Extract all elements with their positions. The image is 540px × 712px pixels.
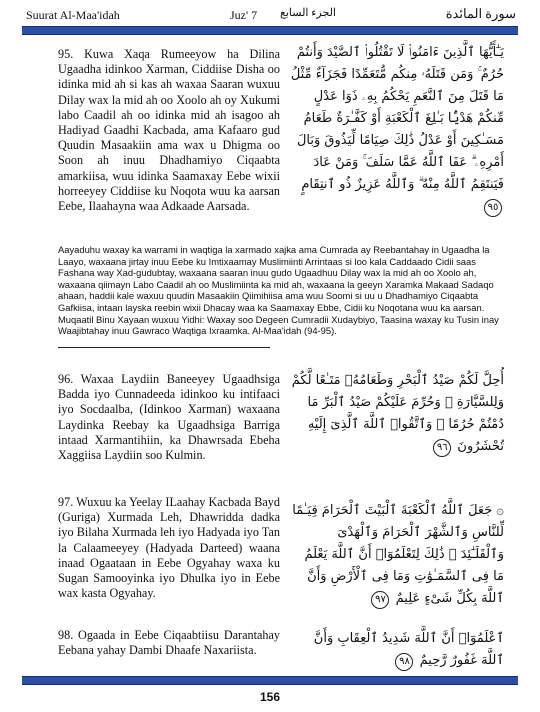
juz-label: Juz' 7: [230, 8, 258, 22]
page-number: 156: [259, 690, 281, 704]
verse-95-translation: 95. Kuwa Xaqa Rumeeyow ha Dilina Ugaadha idinkoo Xarman, Ciddiise Disha oo idinka mid ah si kas ah waxaa Saaran wuxuu Dilay wax la mid ah oo Xoolo ah oy Xukumi labo Caadil ah oo idinka mid ah isagoo ah Hadiyad Gaadhi Kacbada, ama Kafaaro gud Quudin Masaakiin ama wax u Dhigma oo Soon ah inuu Dhadhamiyo Ciqaabta amarkiisa, wuu idinka Saamaxay Eebe wixii horreeyey Ciddiise ku Noqota wuu ka aarsan Eebe, Ilaahayna waa Adkaade Aarsada.: [58, 47, 280, 214]
commentary-divider: [58, 347, 270, 348]
verse-98-arabic-text: ٱعْلَمُوٓا۟ أَنَّ ٱللَّهَ شَدِيدُ ٱلْعِقَابِ وَأَنَّ ٱللَّهَ غَفُورٌ رَّحِيمٌ: [313, 631, 504, 668]
page-header: [18, 6, 522, 26]
commentary: Aayaduhu waxay ka warrami in waqtiga la xarmado xajka ama Cumrada ay Reebantahay in Ugaadha la Laayo, waxaana jirtay inuu Eebe ku Imtixaamay Muslimiinti Arrintaas si loo kala Caddaado Cidii saas Fashana way Xad-gudubtay, waxaana saaran inuu gudo Ugaadhuu Dilay wax la mid ah oo Xoolo ah, waxaana qiimayn Labo Caadil ah oo Muslimiinta ka mid ah, waxaana la geeyn Xaramka Makaad Sadaqo ahaan, haddii kale waxuu quudin Masaakiin Qiimihiisa ama wuu Soomi si uu u Dhadhamiyo Ciqaabta Gafkiisa, intaan layska reebin wixii Dhacay waa ka Saamaxay Ebbe, Cidii ku Noqotana wuu ka aarsan. Muqaatil Binu Xayaan wuxuu Yidhi: Waxay soo Degeen Cumradii Xudaybiyo, Taasina waxay ku Tusin inay Waajibtahay inuu Gawraco Waqtiga Ixraamka. Al-Maa'idah (94-95).: [58, 244, 499, 337]
verse-96-arabic-text: أُحِلَّ لَكُمْ صَيْدُ ٱلْبَحْرِ وَطَعَامُهُۥ مَتَـٰعًا لَّكُمْ وَلِلسَّيَّارَةِ ۖ وَحُرِّمَ عَلَيْكُمْ صَيْدُ ٱلْبَرِّ مَا دُمْتُمْ حُرُمًا ۗ وَٱتَّقُوا۟ ٱللَّهَ ٱلَّذِىٓ إِلَيْهِ تُحْشَرُونَ: [291, 373, 504, 454]
verse-95-marker: ٩٥: [484, 199, 502, 217]
verse-98-marker: ٩٨: [395, 653, 413, 671]
verse-97-marker: ٩٧: [371, 591, 389, 609]
juz-label-arabic: الجزء السابع: [280, 7, 336, 19]
verse-98-arabic: [290, 628, 504, 672]
verse-96-arabic: [290, 370, 504, 458]
verse-97-arabic: [290, 500, 504, 610]
footer-rule: [22, 676, 518, 685]
surah-title: Suurat Al-Maa'idah: [26, 8, 120, 22]
surah-title-arabic: سورة المائدة: [445, 6, 516, 21]
verse-96-marker: ٩٦: [433, 439, 451, 457]
verse-96-translation: 96. Waxaa Laydiin Baneeyey Ugaadhsiga Badda iyo Cunnadeeda idinkoo ku intifaaci iyo Socdaalba, (Idinkoo Xarman) waxaana Laydinka Reebay ka Ugaadhsiga Barriga intaad Xarmantihiin, ka Dhawrsada Ebeha Xaggiisa Laydiin soo Kulmin.: [58, 372, 280, 463]
verse-95-arabic: [290, 42, 504, 218]
verse-97-arabic-text: ۞ جَعَلَ ٱللَّهُ ٱلْكَعْبَةَ ٱلْبَيْتَ ٱلْحَرَامَ قِيَـٰمًا لِّلنَّاسِ وَٱلشَّهْرَ ٱلْحَرَامَ وَٱلْهَدْىَ وَٱلْقَلَـٰٓئِدَ ۚ ذَٰلِكَ لِتَعْلَمُوٓا۟ أَنَّ ٱللَّهَ يَعْلَمُ مَا فِى ٱلسَّمَـٰوَٰتِ وَمَا فِى ٱلْأَرْضِ وَأَنَّ ٱللَّهَ بِكُلِّ شَىْءٍ عَلِيمٌ: [292, 503, 504, 606]
verse-97-translation: 97. Wuxuu ka Yeelay ILaahay Kacbada Bayd (Guriga) Xurmada Leh, Dhawridda dadka iyo Bilaha Xurmada leh iyo Hadyada iyo Tan la Calaameeyey (Hadyada Darteed) waana inaad Ogaataan in Eebe Ogyahay waxa ku Sugan Samooyinka iyo Dhulka iyo in Eebe wax kasta Ogyahay.: [58, 495, 280, 601]
verse-95-arabic-text: يَـٰٓأَيُّهَا ٱلَّذِينَ ءَامَنُوا۟ لَا تَقْتُلُوا۟ ٱلصَّيْدَ وَأَنتُمْ حُرُمٌ ۚ وَمَن قَتَلَهُۥ مِنكُم مُّتَعَمِّدًا فَجَزَآءٌ مِّثْلُ مَا قَتَلَ مِنَ ٱلنَّعَمِ يَحْكُمُ بِهِۦ ذَوَا عَدْلٍ مِّنكُمْ هَدْيًۢا بَـٰلِغَ ٱلْكَعْبَةِ أَوْ كَفَّـٰرَةٌ طَعَامُ مَسَـٰكِينَ أَوْ عَدْلُ ذَٰلِكَ صِيَامًا لِّيَذُوقَ وَبَالَ أَمْرِهِۦ ۗ عَفَا ٱللَّهُ عَمَّا سَلَفَ ۚ وَمَنْ عَادَ فَيَنتَقِمُ ٱللَّهُ مِنْهُ ۗ وَٱللَّهُ عَزِيزٌ ذُو ٱنتِقَامٍ: [290, 45, 504, 192]
header-rule: [22, 26, 518, 35]
verse-98-translation: 98. Ogaada in Eebe Ciqaabtiisu Darantahay Eebana yahay Dambi Dhaafe Naxariista.: [58, 628, 280, 658]
